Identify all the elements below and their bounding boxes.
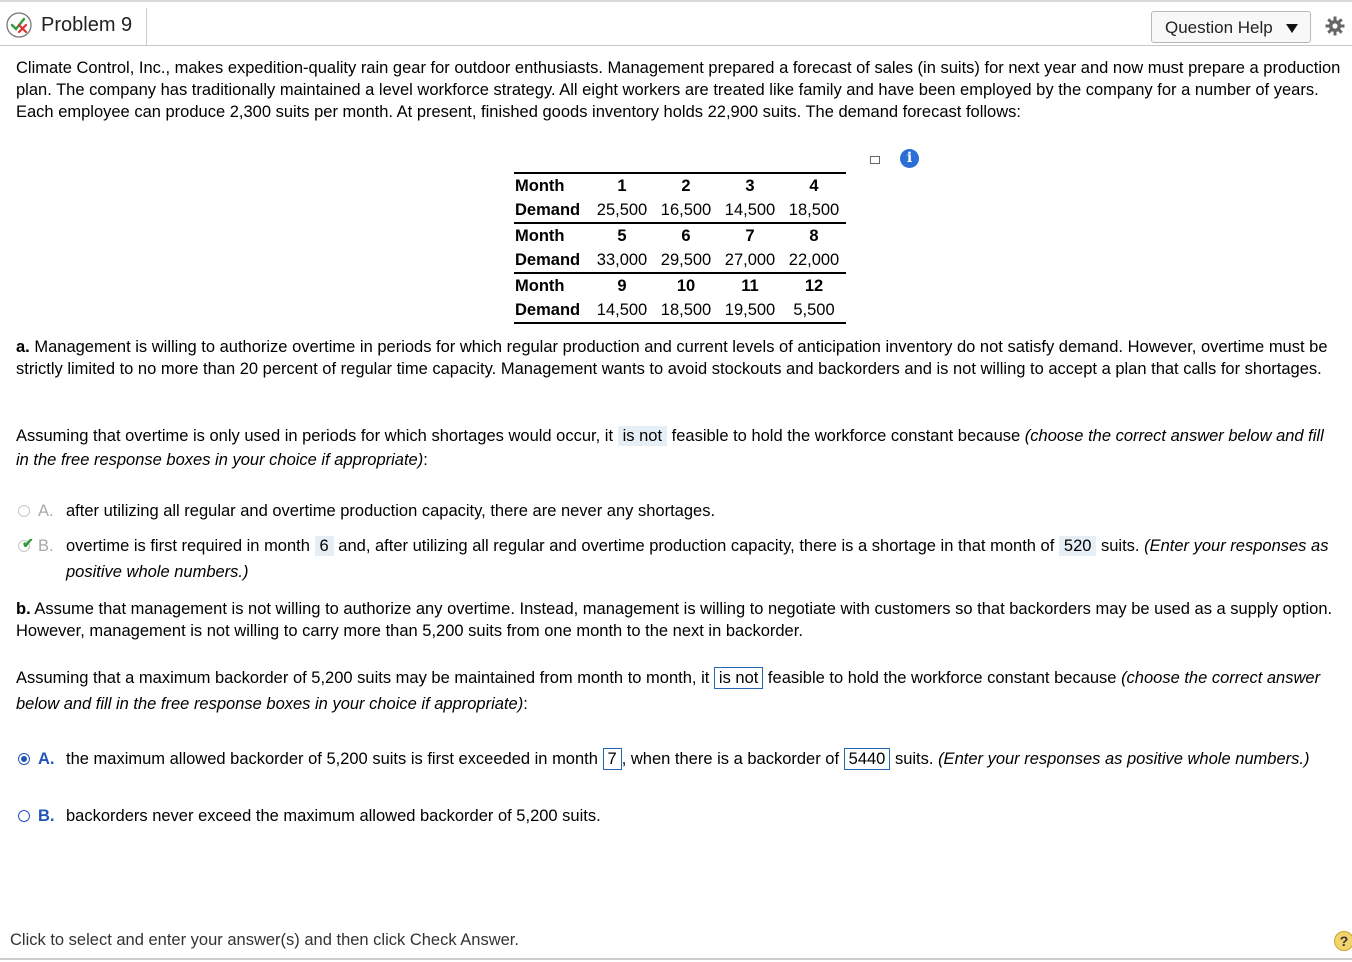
- month-label: Month: [514, 173, 590, 198]
- demand-cell: 29,500: [660, 250, 712, 269]
- demand-label: Demand: [515, 200, 581, 219]
- part-a-question: [16, 424, 1341, 472]
- part-a-body: Management is willing to authorize overtime in periods for which regular production and current levels of anticipation inventory do not satisfy demand. However, overtime must be strictly limited to no more than 20 percent of regular time capacity. Management wants to avoid stockouts and backorders and is not willing to accept a plan that calls for shortages.: [16, 338, 1328, 378]
- table-row-demand: [514, 248, 846, 273]
- demand-label: Demand: [514, 298, 590, 323]
- demand-cell: 5,500: [782, 298, 846, 323]
- month-cell: 3: [718, 173, 782, 198]
- demand-label: Demand: [515, 250, 581, 269]
- footer-divider: [0, 958, 1352, 960]
- divider: [146, 8, 147, 46]
- demand-forecast-table: [514, 172, 846, 324]
- month-cell: 10: [654, 273, 718, 298]
- copy-table-icon[interactable]: [870, 156, 880, 164]
- part-a-option-b-mid: and, after utilizing all regular and overtime production capacity, there is a shortage in that month of: [333, 537, 1059, 555]
- part-b-question: [16, 665, 1341, 717]
- problem-title: Problem 9: [41, 14, 133, 36]
- table-row-months: [514, 173, 846, 198]
- help-icon[interactable]: ?: [1334, 931, 1352, 951]
- demand-cell: 18,500: [654, 298, 718, 323]
- partial-credit-icon: [6, 12, 32, 38]
- part-a-label: a.: [16, 338, 30, 356]
- month-cell: 7: [718, 223, 782, 248]
- month-label: Month: [514, 223, 590, 248]
- info-icon[interactable]: i: [900, 149, 919, 168]
- month-label: Month: [514, 273, 590, 298]
- part-a-shortage-answer[interactable]: 520: [1059, 536, 1097, 556]
- demand-cell: 25,500: [596, 200, 648, 219]
- part-b-option-a-post: suits.: [890, 750, 939, 768]
- chevron-down-icon: [1286, 24, 1298, 33]
- part-b-option-b-radio[interactable]: [18, 810, 30, 822]
- part-b-option-a-pre: the maximum allowed backorder of 5,200 suits is first exceeded in month: [66, 750, 603, 768]
- correct-check-icon: ✔: [22, 535, 34, 551]
- part-b-backorder-input[interactable]: 5440: [844, 748, 891, 770]
- demand-cell: 27,000: [724, 250, 776, 269]
- month-cell: 11: [718, 273, 782, 298]
- top-bar: [0, 0, 1352, 46]
- demand-cell: 33,000: [596, 250, 648, 269]
- footer-instructions: Click to select and enter your answer(s) and then click Check Answer.: [10, 931, 519, 949]
- part-b-option-b-letter: B.: [38, 807, 55, 825]
- part-b-option-a-note: (Enter your responses as positive whole numbers.): [938, 750, 1310, 768]
- part-b-option-b-text: backorders never exceed the maximum allowed backorder of 5,200 suits.: [66, 807, 601, 825]
- part-b-option-a-radio[interactable]: [18, 753, 30, 765]
- part-a-question-pre: Assuming that overtime is only used in periods for which shortages would occur, it: [16, 427, 618, 445]
- month-cell: 6: [654, 223, 718, 248]
- part-a-option-a-letter: A.: [38, 502, 54, 520]
- part-b-label: b.: [16, 600, 31, 618]
- month-cell: 9: [590, 273, 654, 298]
- table-row-demand: [514, 298, 846, 323]
- demand-cell: 14,500: [590, 298, 654, 323]
- gear-icon[interactable]: [1325, 16, 1345, 36]
- part-a-feasible-answer[interactable]: is not: [618, 426, 667, 446]
- part-b-question-post: feasible to hold the workforce constant because: [763, 669, 1122, 687]
- part-b-question-pre: Assuming that a maximum backorder of 5,200 suits may be maintained from month to month, it: [16, 669, 714, 687]
- part-b-month-input[interactable]: 7: [603, 748, 622, 770]
- part-a-colon: :: [423, 451, 428, 469]
- part-a-option-b-pre: overtime is first required in month: [66, 537, 315, 555]
- part-b-body: Assume that management is not willing to authorize any overtime. Instead, management is willing to negotiate with customers so that backorders may be used as a supply option. However, management is not willing to carry more than 5,200 suits from one month to the next in backorder.: [16, 600, 1333, 640]
- demand-cell: 22,000: [788, 250, 840, 269]
- part-a-option-b-note: (Enter your responses as positive whole numbers.): [66, 537, 1329, 581]
- problem-intro: Climate Control, Inc., makes expedition-quality rain gear for outdoor enthusiasts. Management prepared a forecast of sales (in suits) for next year and now must prepare a production plan. The company has traditionally maintained a level workforce strategy. All eight workers are treated like family and have been employed by the company for a number of years. Each employee can produce 2,300 suits per month. At present, finished goods inventory holds 22,900 suits. The demand forecast follows:: [16, 59, 1341, 121]
- part-b-option-a-text: [66, 746, 1346, 772]
- month-cell: 4: [782, 173, 846, 198]
- part-b-text: [16, 598, 1341, 642]
- month-cell: 1: [590, 173, 654, 198]
- part-b-feasible-dropdown[interactable]: is not: [714, 667, 763, 689]
- demand-cell: 18,500: [788, 200, 840, 219]
- part-a-option-b-letter: B.: [38, 537, 54, 555]
- demand-cell: 14,500: [724, 200, 776, 219]
- part-a-option-a-radio[interactable]: [18, 505, 30, 517]
- month-cell: 5: [590, 223, 654, 248]
- part-a-instruction: (choose the correct answer below and fill in the free response boxes in your choice if appropriate): [16, 427, 1324, 469]
- question-help-label: Question Help: [1165, 18, 1273, 37]
- question-help-button[interactable]: [1151, 11, 1311, 43]
- table-row-months: [514, 273, 846, 298]
- part-b-instruction: (choose the correct answer below and fill in the free response boxes in your choice if appropriate): [16, 669, 1321, 713]
- part-a-question-post: feasible to hold the workforce constant because: [667, 427, 1025, 445]
- table-row-months: [514, 223, 846, 248]
- part-a-option-a-text: after utilizing all regular and overtime production capacity, there are never any shortages.: [66, 502, 716, 520]
- month-cell: 8: [782, 223, 846, 248]
- part-b-option-a-letter: A.: [38, 750, 55, 768]
- table-row-demand: [514, 198, 846, 223]
- part-b-colon: :: [523, 695, 528, 713]
- demand-cell: 19,500: [718, 298, 782, 323]
- demand-cell: 16,500: [660, 200, 712, 219]
- part-a-option-b-post: suits.: [1096, 537, 1145, 555]
- month-cell: 2: [654, 173, 718, 198]
- part-b-option-a-mid: , when there is a backorder of: [621, 750, 844, 768]
- part-a-text: [16, 336, 1341, 380]
- part-a-month-answer[interactable]: 6: [315, 536, 334, 556]
- part-a-option-b-text: [66, 533, 1346, 585]
- month-cell: 12: [782, 273, 846, 298]
